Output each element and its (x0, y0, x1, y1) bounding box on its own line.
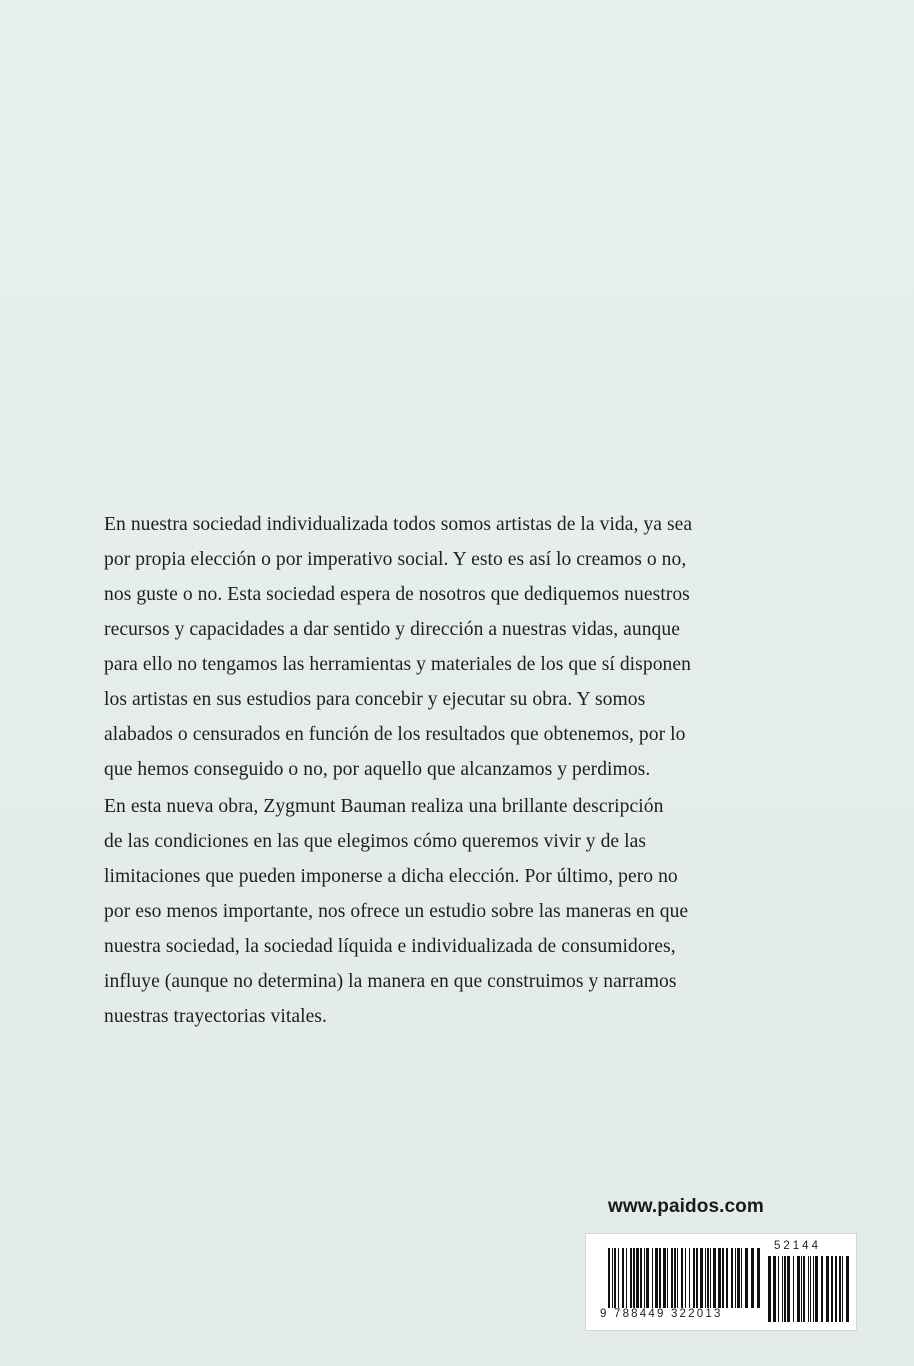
blurb-line: influye (aunque no determina) la manera en que construimos y narramos (104, 971, 677, 992)
barcode-bar (745, 1248, 748, 1308)
blurb-line: de las condiciones en las que elegimos cómo queremos vivir y de las (104, 831, 647, 852)
barcode-bar (778, 1256, 779, 1322)
barcode-bar (700, 1248, 703, 1308)
barcode-bar (813, 1256, 814, 1322)
barcode-bar (773, 1256, 776, 1322)
barcode-bar (751, 1248, 754, 1308)
barcode-bar (731, 1248, 733, 1308)
barcode-bar (705, 1248, 706, 1308)
barcode-bar (685, 1248, 686, 1308)
barcode-bar (803, 1256, 805, 1322)
barcode-bar (626, 1248, 627, 1308)
blurb-line: En nuestra sociedad individualizada todos somos artistas de la vida, ya sea (104, 514, 693, 535)
barcode-bar (784, 1256, 786, 1322)
barcode-bar (655, 1248, 658, 1308)
barcode-bar (677, 1248, 678, 1308)
barcode-bar (618, 1248, 619, 1308)
barcode-bar (659, 1248, 661, 1308)
blurb-line: En esta nueva obra, Zygmunt Bauman realiza una brillante descripción (104, 796, 664, 817)
price-addon-number: 52144 (774, 1240, 821, 1252)
blurb-line: nuestras trayectorias vitales. (104, 1006, 327, 1027)
barcode-bar (640, 1248, 642, 1308)
blurb-line: que hemos conseguido o no, por aquello que alcanzamos y perdimos. (104, 759, 651, 780)
barcode-bar (768, 1256, 771, 1322)
isbn-number: 9 788449 322013 (600, 1308, 723, 1320)
barcode-bar (681, 1248, 683, 1308)
blurb-line: por eso menos importante, nos ofrece un estudio sobre las maneras en que (104, 901, 689, 922)
barcode-bar (630, 1248, 632, 1308)
blurb-line: para ello no tengamos las herramientas y materiales de los que sí disponen (104, 654, 691, 675)
barcode-bar (633, 1248, 635, 1308)
barcode-bar (842, 1256, 843, 1322)
barcode-bar (646, 1248, 649, 1308)
barcode-bar (815, 1256, 818, 1322)
barcode-bar (726, 1248, 728, 1308)
barcode-bar (667, 1248, 668, 1308)
blurb-line: nos guste o no. Esta sociedad espera de nosotros que dediquemos nuestros (104, 584, 690, 605)
barcode-bar (722, 1248, 724, 1308)
barcode-bar (821, 1256, 823, 1322)
barcode-bar (735, 1248, 736, 1308)
barcode-bar (757, 1248, 760, 1308)
barcode-bar (737, 1248, 740, 1308)
publisher-website[interactable]: www.paidos.com (608, 1196, 764, 1217)
barcode-bar (826, 1256, 829, 1322)
blurb-paragraph-2 (104, 789, 824, 1034)
barcode-bar (689, 1248, 690, 1308)
barcode-bar (608, 1248, 610, 1308)
barcode-bar (710, 1248, 711, 1308)
barcode-bar (839, 1256, 841, 1322)
blurb-line: alabados o censurados en función de los resultados que obtenemos, por lo (104, 724, 686, 745)
barcode-bar (674, 1248, 676, 1308)
barcode-bar (612, 1248, 613, 1308)
barcode-bar (622, 1248, 624, 1308)
barcode-bar (793, 1256, 794, 1322)
barcode-bar (693, 1248, 695, 1308)
blurb-line: nuestra sociedad, la sociedad líquida e individualizada de consumidores, (104, 936, 676, 957)
isbn-barcode (585, 1233, 857, 1331)
barcode-bar (831, 1256, 833, 1322)
barcode-bar (652, 1248, 653, 1308)
barcode-bar (696, 1248, 698, 1308)
barcode-bar (663, 1248, 666, 1308)
barcode-bar (782, 1256, 783, 1322)
barcode-bar (614, 1248, 616, 1308)
barcode-bar (671, 1248, 673, 1308)
blurb-paragraph-1 (104, 507, 824, 787)
barcode-bar (718, 1248, 721, 1308)
barcode-bar (810, 1256, 811, 1322)
barcode-bar (644, 1248, 645, 1308)
barcode-bar (808, 1256, 809, 1322)
barcode-bar (801, 1256, 802, 1322)
barcode-bar (787, 1256, 790, 1322)
blurb-line: limitaciones que pueden imponerse a dicha elección. Por último, pero no (104, 866, 678, 887)
barcode-bar (713, 1248, 716, 1308)
barcode-bar (797, 1256, 800, 1322)
blurb-line: por propia elección o por imperativo social. Y esto es así lo creamos o no, (104, 549, 687, 570)
barcode-bar (707, 1248, 709, 1308)
barcode-bar (846, 1256, 849, 1322)
blurb-line: recursos y capacidades a dar sentido y dirección a nuestras vidas, aunque (104, 619, 681, 640)
blurb-line: los artistas en sus estudios para concebir y ejecutar su obra. Y somos (104, 689, 646, 710)
barcode-bar (835, 1256, 837, 1322)
barcode-bar (741, 1248, 742, 1308)
barcode-bar (636, 1248, 639, 1308)
